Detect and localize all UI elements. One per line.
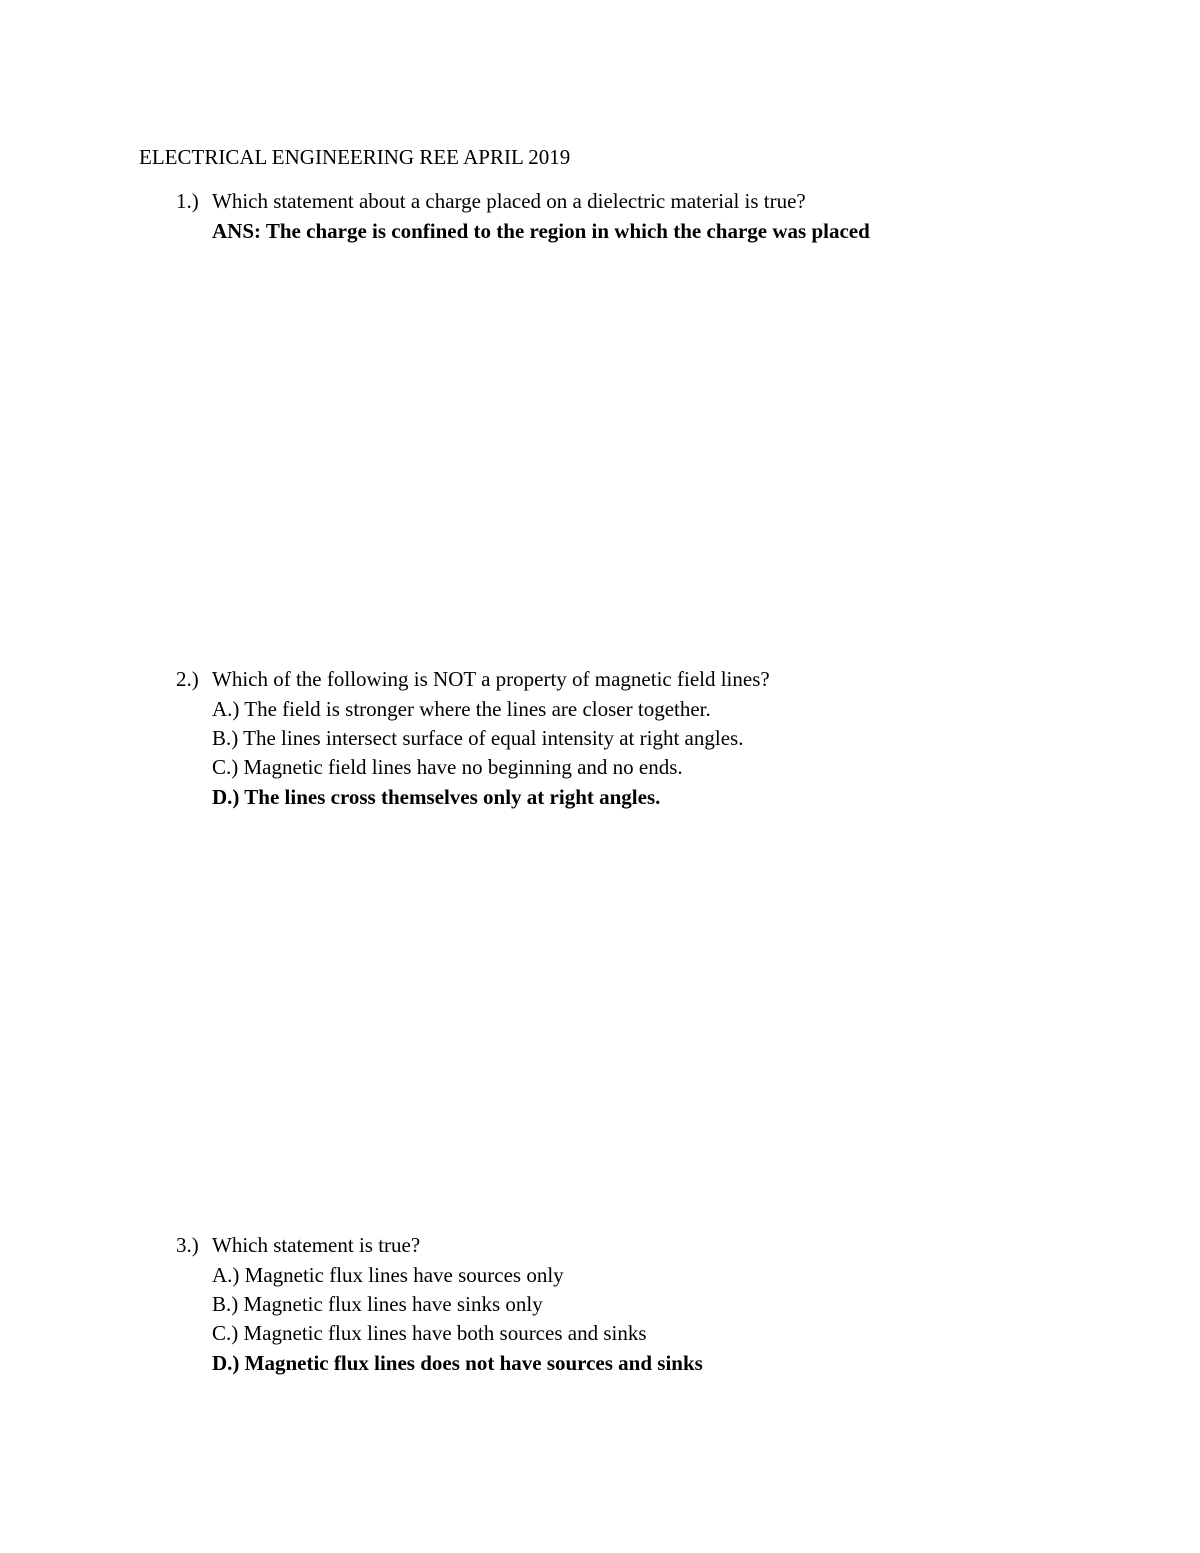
question-3-number: 3.) [176, 1233, 199, 1257]
question-3-option-d: D.) Magnetic flux lines does not have sources and sinks [212, 1351, 703, 1375]
question-2-number: 2.) [176, 667, 199, 691]
question-2-option-d: D.) The lines cross themselves only at right angles. [212, 785, 661, 809]
question-2-option-c: C.) Magnetic field lines have no beginning and no ends. [212, 755, 683, 779]
question-3-option-c: C.) Magnetic flux lines have both sources and sinks [212, 1321, 647, 1345]
question-2-option-b: B.) The lines intersect surface of equal intensity at right angles. [212, 726, 744, 750]
question-3-option-b: B.) Magnetic flux lines have sinks only [212, 1292, 543, 1316]
question-3-text: Which statement is true? [212, 1233, 421, 1257]
question-2-text: Which of the following is NOT a property of magnetic field lines? [212, 667, 770, 691]
question-3-option-a: A.) Magnetic flux lines have sources only [212, 1263, 564, 1287]
question-1-number: 1.) [176, 189, 199, 213]
question-2-option-a: A.) The field is stronger where the lines are closer together. [212, 697, 711, 721]
question-1-text: Which statement about a charge placed on a dielectric material is true? [212, 189, 806, 213]
document-title: ELECTRICAL ENGINEERING REE APRIL 2019 [139, 145, 571, 169]
question-1-answer: ANS: The charge is confined to the region in which the charge was placed [212, 219, 870, 243]
